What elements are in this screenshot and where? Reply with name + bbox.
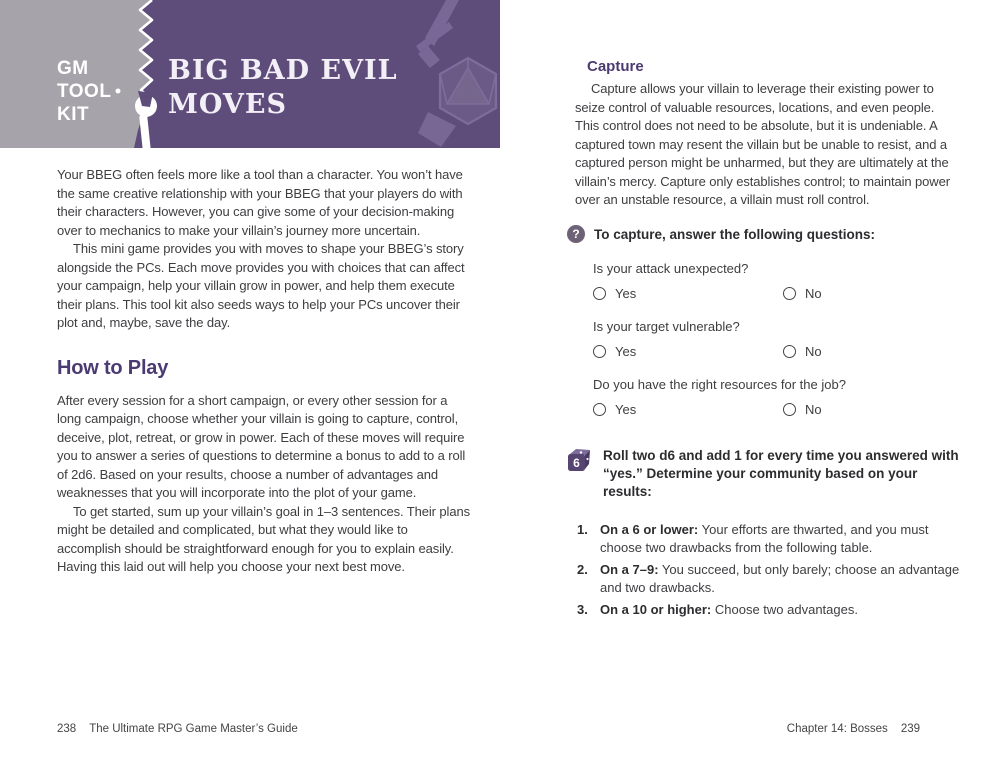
radio-yes[interactable]	[593, 287, 606, 300]
how-to-play-heading: How to Play	[57, 356, 169, 379]
result-text: Your efforts are thwarted, and you must choose two drawbacks from the following table.	[600, 521, 929, 555]
page-title: BIG BAD EVIL MOVES	[168, 55, 398, 120]
result-lead: On a 10 or higher:	[600, 601, 712, 617]
radio-no[interactable]	[783, 345, 796, 358]
questions-prompt-row	[567, 226, 960, 243]
radio-label: No	[805, 401, 822, 417]
radio-label: Yes	[615, 401, 637, 417]
radio-label: No	[805, 285, 822, 301]
radio-label: Yes	[615, 285, 637, 301]
radio-no[interactable]	[783, 287, 796, 300]
footer-left	[57, 723, 298, 735]
list-item	[577, 521, 960, 558]
list-number: 1.	[577, 521, 588, 537]
intro-paragraph: This mini game provides you with moves to shape your BBEG’s story alongside the PCs. Each move provides you with choices that can affect your campaign, help your villain grow in power, and help them execute their plans. This tool kit also seeds ways to help your PCs uncover their plot and, maybe, save the day.	[57, 241, 465, 330]
dice-instruction-row	[567, 447, 960, 501]
result-lead: On a 7–9:	[600, 561, 659, 577]
question-text: Do you have the right resources for the job?	[593, 376, 846, 392]
radio-yes[interactable]	[593, 345, 606, 358]
book-title: The Ultimate RPG Game Master’s Guide	[89, 723, 298, 735]
page-number: 239	[900, 723, 920, 735]
footer-right	[787, 723, 920, 735]
capture-paragraph: Capture allows your villain to leverage their existing power to seize control of valuable resources, locations, and even people. This control does not need to be absolute, but it is undeniable. A captured town may resent the villain but be unable to resist, and a captured person might be unharmed, but they are ultimately at the villain’s mercy. Capture only establishes control; to maintain power over an unstable resource, a villain must roll control.	[575, 81, 950, 207]
questions-prompt: To capture, answer the following questions:	[594, 226, 876, 242]
chapter-banner	[0, 0, 500, 148]
question-text: Is your attack unexpected?	[593, 260, 749, 276]
chapter-title: Chapter 14: Bosses	[786, 723, 888, 735]
left-column	[57, 166, 475, 577]
how-to-play-paragraph: After every session for a short campaign, or every other session for a long campaign, choose whether your villain is going to capture, control, deceive, plot, retreat, or grow in power. Each of these moves will require you to answer a series of questions to determine a bonus to add to a roll of 2d6. Based on your results, choose a number of advantages and weaknesses that you will incorporate into the plot of your game.	[57, 392, 466, 500]
list-number: 3.	[577, 601, 588, 617]
radio-yes[interactable]	[593, 403, 606, 416]
question-attack-unexpected	[593, 261, 960, 301]
question-target-vulnerable	[593, 319, 960, 359]
list-number: 2.	[577, 561, 588, 577]
radio-label: No	[805, 343, 822, 359]
capture-heading: Capture	[587, 58, 644, 75]
intro-paragraph: Your BBEG often feels more like a tool than a character. You won’t have the same creative relationship with your BBEG that your players do with their characters. However, you can give some of your decision-making over to mechanics to make your villain’s journey more uncertain.	[57, 167, 463, 238]
list-item	[577, 561, 960, 598]
how-to-play-paragraph: To get started, sum up your villain’s goal in 1–3 sentences. Their plans might be detailed and complicated, but what they would like to accomplish should be straightforward enough for you to explain easily. Having this laid out will help you choose your next best move.	[57, 503, 470, 574]
question-right-resources	[593, 377, 960, 417]
result-lead: On a 6 or lower:	[600, 521, 699, 537]
result-text: You succeed, but only barely; choose an advantage and two drawbacks.	[600, 561, 960, 595]
radio-label: Yes	[615, 343, 637, 359]
page-number: 238	[57, 723, 77, 735]
dice-instruction: Roll two d6 and add 1 for every time you answered with “yes.” Determine your community based on your results:	[603, 447, 959, 499]
svg-text:6: 6	[573, 455, 580, 470]
right-column	[572, 58, 960, 622]
question-text: Is your target vulnerable?	[593, 318, 740, 334]
result-text: Choose two advantages.	[711, 601, 858, 617]
list-item	[577, 601, 960, 620]
results-list	[577, 521, 960, 620]
radio-no[interactable]	[783, 403, 796, 416]
question-mark-icon: ?	[567, 225, 585, 243]
d6-die-icon	[567, 448, 591, 473]
kicker-gm-tool-kit: GM TOOL KIT	[57, 58, 112, 125]
